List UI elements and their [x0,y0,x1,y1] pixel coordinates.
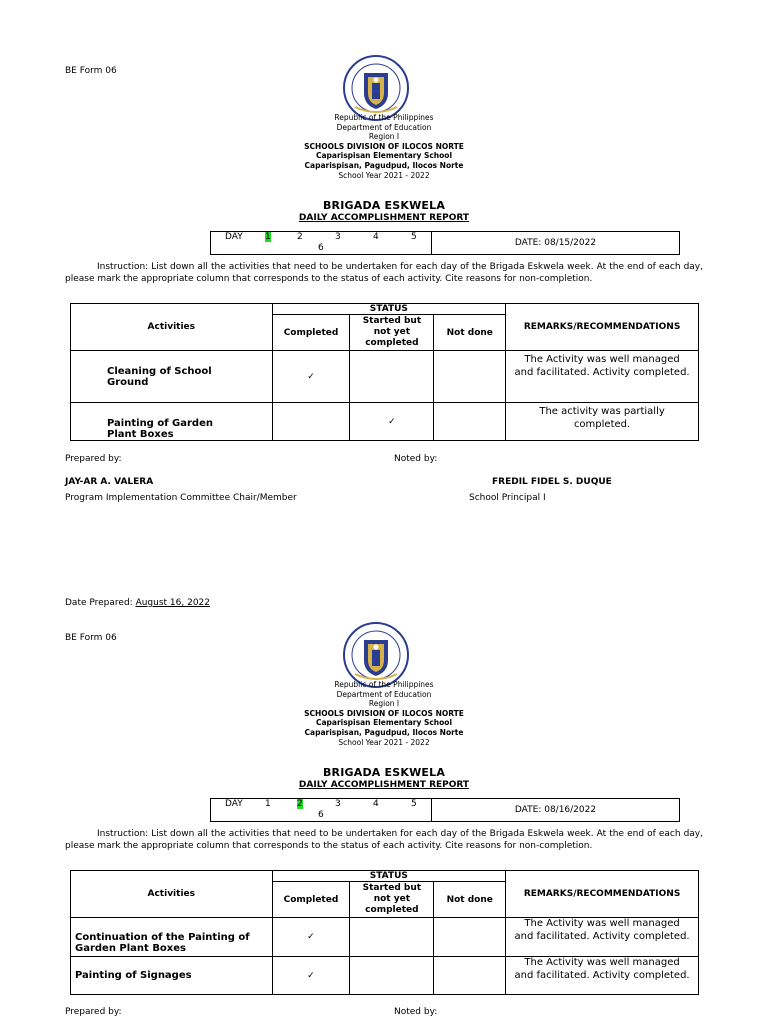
report-date: DATE: 08/15/2022 [514,238,597,248]
day-1: 1 [265,232,271,242]
completed-cell: ✓ [272,351,350,403]
principal-title: School Principal I [469,493,546,503]
prepared-by-label: Prepared by: [65,454,122,464]
day-label: DAY [225,799,243,809]
letterhead [0,680,768,747]
republic-line: Republic of the Philippines [334,113,434,122]
col-activities: Activities [71,304,273,351]
department-line: Department of Education [336,122,432,132]
school-line: Caparispisan Elementary School [315,151,453,161]
day-date-box [210,231,680,255]
table-row [71,957,699,995]
date-prepared-value: August 16, 2022 [135,598,210,608]
col-completed: Completed [272,315,350,351]
remarks-cell: The Activity was well managed and facilitated. Activity completed. [506,957,699,995]
day-6: 6 [318,243,324,253]
notdone-cell [434,918,506,957]
notdone-cell [434,957,506,995]
address-line: Caparispisan, Pagudpud, Ilocos Norte [304,727,464,737]
started-cell [350,957,434,995]
date-prepared [65,598,210,608]
address-line: Caparispisan, Pagudpud, Ilocos Norte [304,160,464,170]
day-date-box [210,798,680,822]
day-selector [211,799,432,821]
activity-cell: Painting of Garden Plant Boxes [71,403,273,441]
remarks-cell: The activity was partially completed. [506,403,699,441]
report-date: DATE: 08/16/2022 [514,805,597,815]
day-4: 4 [373,799,379,809]
col-completed: Completed [272,882,350,918]
col-status: STATUS [272,871,506,882]
preparer-title: Program Implementation Committee Chair/Member [65,493,297,503]
completed-cell: ✓ [272,918,350,957]
completed-cell [272,403,350,441]
day-2: 2 [297,799,303,809]
day-label: DAY [225,232,243,242]
day-4: 4 [373,232,379,242]
day-3: 3 [335,232,341,242]
region-line: Region I [368,699,400,709]
remarks-cell: The Activity was well managed and facilitated. Activity completed. [506,351,699,403]
preparer-name: JAY-AR A. VALERA [65,477,154,487]
date-prepared-label: Date Prepared: [65,598,136,608]
form-label: BE Form 06 [65,633,117,643]
region-line: Region I [368,132,400,142]
col-remarks: REMARKS/RECOMMENDATIONS [506,304,699,351]
republic-line: Republic of the Philippines [334,680,434,689]
col-status: STATUS [272,304,506,315]
instruction-text: Instruction: List down all the activities that need to be undertaken for each day of the Brigada Eskwela week. At the end of each day, please mark the appropriate column that corresponds to the status of each activity. Cite reasons for non-completion. [65,262,703,284]
school-line: Caparispisan Elementary School [315,718,453,728]
principal-name: FREDIL FIDEL S. DUQUE [492,477,612,487]
school-year-line: School Year 2021 - 2022 [338,170,430,180]
day-selector [211,232,432,254]
report-subtitle: DAILY ACCOMPLISHMENT REPORT [298,780,470,790]
day-6: 6 [318,810,324,820]
form-label: BE Form 06 [65,66,117,76]
noted-by-label: Noted by: [394,1007,438,1017]
letterhead [0,113,768,180]
instruction-text: Instruction: List down all the activities that need to be undertaken for each day of the Brigada Eskwela week. At the end of each day, please mark the appropriate column that corresponds to the status of each activity. Cite reasons for non-completion. [65,829,703,851]
notdone-cell [434,351,506,403]
activities-table [70,870,699,995]
activity-cell: Painting of Signages [71,957,273,995]
col-started: Started but not yet completed [350,315,434,351]
report-subtitle: DAILY ACCOMPLISHMENT REPORT [298,213,470,223]
started-cell: ✓ [350,403,434,441]
division-line: SCHOOLS DIVISION OF ILOCOS NORTE [304,141,464,151]
col-started: Started but not yet completed [350,882,434,918]
started-cell [350,918,434,957]
school-year-line: School Year 2021 - 2022 [338,737,430,747]
activities-table [70,303,699,441]
col-activities: Activities [71,871,273,918]
activity-cell: Cleaning of School Ground [71,351,273,403]
deped-seal-icon [343,55,409,121]
col-remarks: REMARKS/RECOMMENDATIONS [506,871,699,918]
division-line: SCHOOLS DIVISION OF ILOCOS NORTE [304,708,464,718]
prepared-by-label: Prepared by: [65,1007,122,1017]
day-3: 3 [335,799,341,809]
day-5: 5 [411,232,417,242]
notdone-cell [434,403,506,441]
completed-cell: ✓ [272,957,350,995]
col-notdone: Not done [434,315,506,351]
col-notdone: Not done [434,882,506,918]
noted-by-label: Noted by: [394,454,438,464]
started-cell [350,351,434,403]
table-row [71,918,699,957]
deped-seal-icon [343,622,409,688]
table-row [71,403,699,441]
report-title: BRIGADA ESKWELA [322,766,446,779]
day-2: 2 [297,232,303,242]
report-title: BRIGADA ESKWELA [322,199,446,212]
table-row [71,351,699,403]
day-5: 5 [411,799,417,809]
day-1: 1 [265,799,271,809]
remarks-cell: The Activity was well managed and facilitated. Activity completed. [506,918,699,957]
activity-cell: Continuation of the Painting of Garden Plant Boxes [71,918,273,957]
department-line: Department of Education [336,689,432,699]
